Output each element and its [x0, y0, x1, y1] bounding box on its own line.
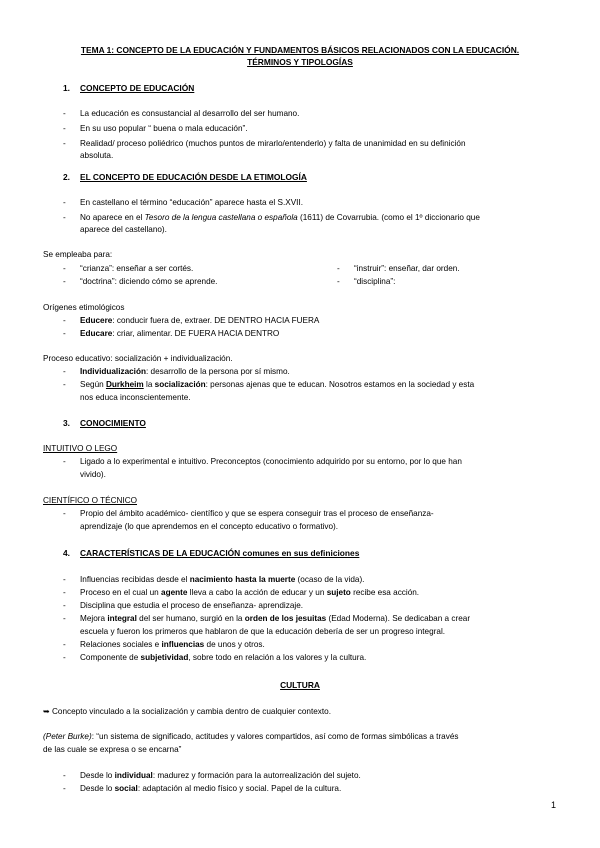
empleaba-label: Se empleaba para:	[43, 250, 113, 259]
dash: -	[63, 139, 66, 148]
section-3-number: 3.	[63, 418, 70, 428]
page-title-line2: TÉRMINOS Y TIPOLOGÍAS	[247, 57, 353, 67]
dash: -	[63, 575, 66, 584]
dash: -	[337, 264, 340, 273]
list-item: La educación es consustancial al desarrollo del ser humano.	[80, 109, 300, 118]
dash: -	[337, 277, 340, 286]
list-item: En su uso popular “ buena o mala educación”.	[80, 124, 248, 133]
dash: -	[63, 109, 66, 118]
dash: -	[63, 264, 66, 273]
list-item: Disciplina que estudia el proceso de enseñanza- aprendizaje.	[80, 601, 304, 610]
section-4-heading: CARACTERÍSTICAS DE LA EDUCACIÓN comunes en sus definiciones	[80, 548, 360, 558]
list-item: Proceso en el cual un agente lleva a cabo la acción de educar y un sujeto recibe esa acción.	[80, 588, 420, 597]
list-item: Según Durkheim la socialización: personas ajenas que te educan. Nosotros estamos en la sociedad y esta	[80, 380, 475, 389]
dash: -	[63, 457, 66, 466]
list-item: Ligado a lo experimental e intuitivo. Preconceptos (conocimiento adquirido por su entorno, por lo que han	[80, 457, 462, 466]
list-item: Desde lo individual: madurez y formación para la autorrealización del sujeto.	[80, 771, 361, 780]
list-item: Relaciones sociales e influencias de unos y otros.	[80, 640, 265, 649]
dash: -	[63, 380, 66, 389]
cultura-concepto: ➥ Concepto vinculado a la socialización y cambia dentro de cualquier contexto.	[43, 707, 331, 716]
list-item-cont: nos educa inconscientemente.	[80, 393, 191, 402]
section-4-number: 4.	[63, 548, 70, 558]
list-item: Mejora integral del ser humano, surgió en la orden de los jesuitas (Edad Moderna). Se dedicaban a crear	[80, 614, 471, 623]
dash: -	[63, 601, 66, 610]
list-item: Realidad/ proceso poliédrico (muchos puntos de mirarlo/entenderlo) y falta de unanimidad en su definición	[80, 139, 466, 148]
dash: -	[63, 329, 66, 338]
list-item: En castellano el término “educación” aparece hasta el S.XVII.	[80, 198, 304, 207]
dash: -	[63, 316, 66, 325]
list-item-cont: absoluta.	[80, 151, 114, 160]
list-item: Individualización: desarrollo de la persona por sí mismo.	[80, 367, 290, 376]
dash: -	[63, 640, 66, 649]
dash: -	[63, 653, 66, 662]
intuitivo-heading: INTUITIVO O LEGO	[43, 444, 118, 453]
dash: -	[63, 198, 66, 207]
list-item: “crianza”: enseñar a ser cortés.	[80, 264, 194, 273]
dash: -	[63, 124, 66, 133]
dash: -	[63, 771, 66, 780]
dash: -	[63, 588, 66, 597]
dash: -	[63, 509, 66, 518]
cientifico-heading: CIENTÍFICO O TÉCNICO	[43, 496, 138, 505]
dash: -	[63, 784, 66, 793]
dash: -	[63, 213, 66, 222]
list-item: Educere: conducir fuera de, extraer. DE DENTRO HACIA FUERA	[80, 316, 320, 325]
cultura-quote-cont: de las cuale se expresa o se encarna”	[43, 745, 182, 754]
origenes-label: Orígenes etimológicos	[43, 303, 125, 312]
dash: -	[63, 367, 66, 376]
dash: -	[63, 614, 66, 623]
list-item: Propio del ámbito académico- científico y que se espera conseguir tras el proceso de enseñanza-	[80, 509, 434, 518]
cultura-quote: (Peter Burke): “un sistema de significado, actitudes y valores compartidos, así como de formas simbólicas a través	[43, 732, 459, 741]
list-item-cont: escuela y fueron los primeros que hablaron de que la educación debería de ser un progreso integral.	[80, 627, 446, 636]
section-1-number: 1.	[63, 83, 70, 93]
list-item-cont: aparece del castellano).	[80, 225, 167, 234]
list-item: Desde lo social: adaptación al medio físico y social. Papel de la cultura.	[80, 784, 342, 793]
list-item-cont: vivido).	[80, 470, 106, 479]
dash: -	[63, 277, 66, 286]
page-number: 1	[551, 800, 557, 810]
list-item: Educare: criar, alimentar. DE FUERA HACIA DENTRO	[80, 329, 280, 338]
section-2-heading: EL CONCEPTO DE EDUCACIÓN DESDE LA ETIMOLOGÍA	[80, 172, 307, 182]
list-item: “doctrina”: diciendo cómo se aprende.	[80, 277, 218, 286]
list-item: “instruir”: enseñar, dar orden.	[354, 264, 460, 273]
arrow-bullet-icon: ➥	[43, 707, 50, 716]
list-item: Influencias recibidas desde el nacimiento hasta la muerte (ocaso de la vida).	[80, 575, 365, 584]
section-2-number: 2.	[63, 172, 70, 182]
list-item: “disciplina”:	[354, 277, 396, 286]
list-item: No aparece en el Tesoro de la lengua castellana o española (1611) de Covarrubia. (como el 1º diccionario que	[80, 213, 480, 222]
section-3-heading: CONOCIMIENTO	[80, 418, 146, 428]
proceso-label: Proceso educativo: socialización + individualización.	[43, 354, 233, 363]
page-title: TEMA 1: CONCEPTO DE LA EDUCACIÓN Y FUNDAMENTOS BÁSICOS RELACIONADOS CON LA EDUCACIÓN.	[80, 45, 520, 55]
cultura-heading: CULTURA	[280, 680, 320, 690]
list-item: Componente de subjetividad, sobre todo en relación a los valores y la cultura.	[80, 653, 367, 662]
section-1-heading: CONCEPTO DE EDUCACIÓN	[80, 83, 195, 93]
list-item-cont: aprendizaje (lo que aprendemos en el concepto educativo o formativo).	[80, 522, 339, 531]
